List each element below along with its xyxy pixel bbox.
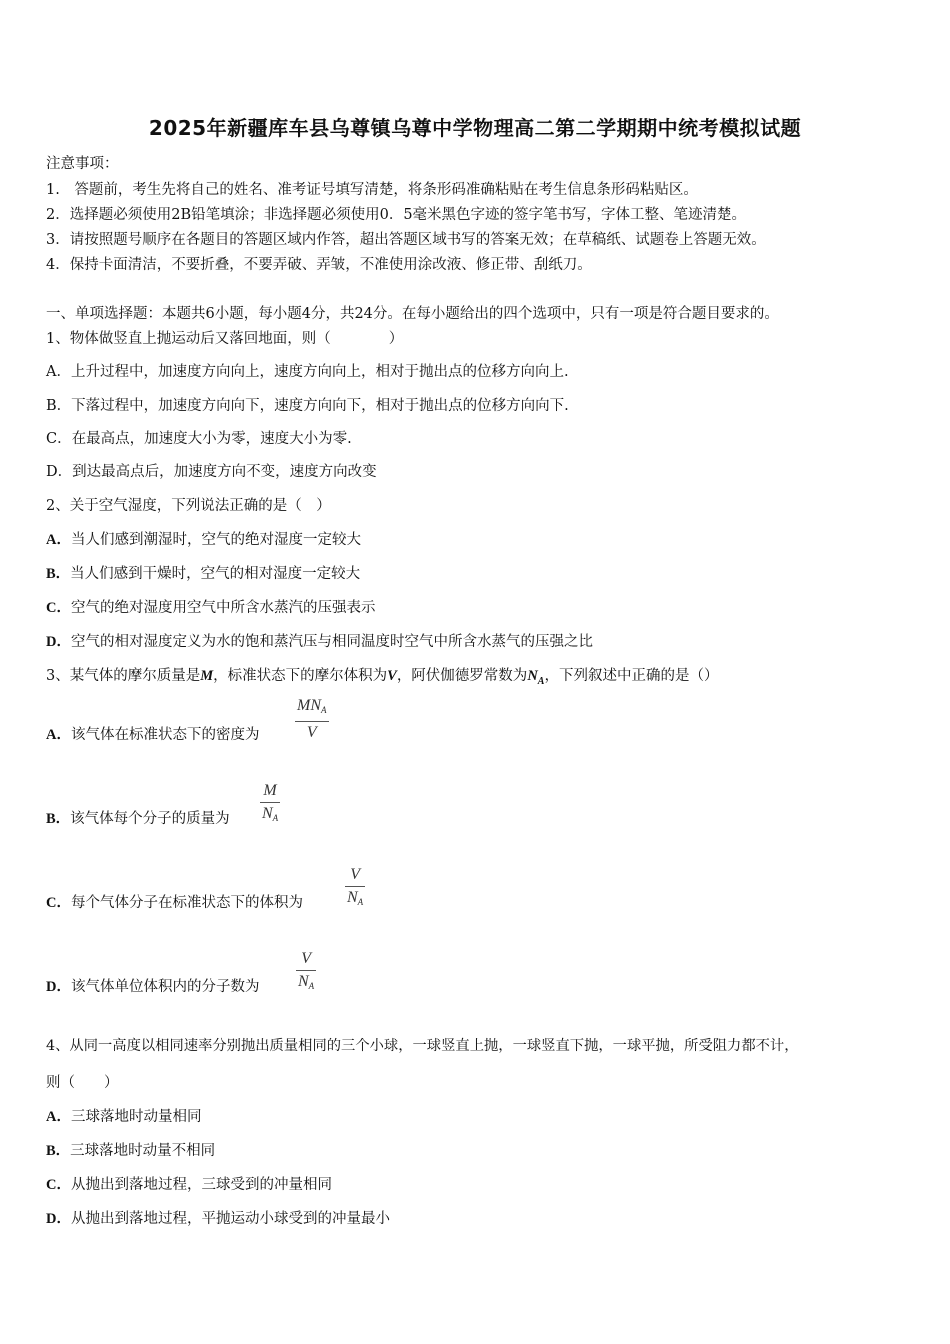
q2-option-a-label: A． (46, 532, 71, 548)
q4-option-d-label: D． (46, 1211, 71, 1227)
q3-var-v: V (387, 668, 397, 684)
q2-option-c (46, 596, 375, 617)
fraction-denominator (305, 722, 319, 743)
q3-option-d (46, 975, 259, 996)
q3-option-c (46, 891, 303, 912)
q4-stem-line-1: 4、从同一高度以相同速率分别抛出质量相同的三个小球，一球竖直上抛，一球竖直下抛，一球平抛，所受阻力都不计， (46, 1038, 799, 1054)
q3-stem-part-a: 3、某气体的摩尔质量是 (46, 668, 201, 684)
notice-item-3: 3．请按照题号顺序在各题目的答题区域内作答，超出答题区域书写的答案无效；在草稿纸、试题卷上答题无效。 (46, 232, 766, 248)
q3-stem-part-c: ，阿伏伽德罗常数为 (396, 668, 528, 684)
q4-option-d-text: 从抛出到落地过程，平抛运动小球受到的冲量最小 (70, 1211, 390, 1227)
q4-stem-line-2: 则（ ） (46, 1075, 119, 1091)
q4-option-c-label: C． (46, 1177, 71, 1193)
fraction-denominator-sub: A (272, 813, 279, 823)
q3-var-n-sub: A (537, 675, 545, 687)
q1-option-b: B．下落过程中，加速度方向向下，速度方向向下，相对于抛出点的位移方向向下. (46, 398, 569, 414)
exam-title: 2025年新疆库车县乌尊镇乌尊中学物理高二第二学期期中统考模拟试题 (148, 116, 802, 140)
fraction-numerator-text: M (263, 782, 277, 799)
q3-stem (46, 664, 718, 687)
q3-option-b-label: B． (46, 811, 71, 827)
q3-option-d-label: D． (46, 979, 71, 995)
q2-option-a (46, 528, 361, 549)
q3-option-b-fraction (260, 781, 280, 828)
fraction-numerator (295, 696, 329, 721)
q3-option-b-text: 该气体每个分子的质量为 (70, 811, 230, 827)
q4-option-b-text: 三球落地时动量不相同 (70, 1143, 216, 1159)
q4-option-a-label: A． (46, 1109, 71, 1125)
q3-option-a-fraction (295, 696, 329, 743)
q4-option-c (46, 1173, 332, 1194)
q2-option-c-text: 空气的绝对湿度用空气中所含水蒸汽的压强表示 (70, 600, 376, 616)
q3-option-b (46, 807, 230, 828)
notice-item-4: 4．保持卡面清洁，不要折叠，不要弄破、弄皱，不准使用涂改液、修正带、刮纸刀。 (46, 257, 592, 273)
fraction-numerator-sub: A (321, 705, 327, 715)
fraction-denominator-sub: A (308, 981, 315, 991)
fraction-denominator-text: N (262, 805, 273, 822)
q3-var-n: N (527, 668, 538, 684)
q2-option-a-text: 当人们感到潮湿时，空气的绝对湿度一定较大 (70, 532, 361, 548)
fraction-denominator (345, 887, 365, 912)
fraction-denominator (260, 803, 280, 828)
q3-option-c-text: 每个气体分子在标准状态下的体积为 (70, 895, 303, 911)
fraction-denominator (296, 971, 316, 996)
notice-heading: 注意事项： (46, 156, 119, 172)
q2-stem: 2、关于空气湿度，下列说法正确的是（ ） (46, 498, 331, 514)
fraction-numerator (348, 865, 362, 886)
q1-stem: 1、物体做竖直上抛运动后又落回地面，则（ ） (46, 331, 404, 347)
q3-var-m: M (200, 668, 214, 684)
fraction-denominator-text: N (298, 973, 309, 990)
notice-item-1: 1. 答题前，考生先将自己的姓名、准考证号填写清楚，将条形码准确粘贴在考生信息条形码粘贴区。 (46, 182, 698, 198)
fraction-numerator-text: V (301, 950, 311, 967)
fraction-denominator-text: V (306, 724, 317, 741)
section-heading: 一、单项选择题：本题共6小题，每小题4分，共24分。在每小题给出的四个选项中，只有一项是符合题目要求的。 (46, 306, 779, 322)
q1-option-a: A．上升过程中，加速度方向向上，速度方向向上，相对于抛出点的位移方向向上. (46, 364, 569, 380)
q1-option-d: D．到达最高点后，加速度方向不变，速度方向改变 (46, 464, 377, 480)
fraction-numerator-text: V (350, 866, 360, 883)
q4-option-c-text: 从抛出到落地过程，三球受到的冲量相同 (70, 1177, 332, 1193)
q3-option-a-text: 该气体在标准状态下的密度为 (70, 727, 260, 743)
q4-option-d (46, 1207, 390, 1228)
q3-option-a-label: A． (46, 727, 71, 743)
q3-stem-part-b: ，标准状态下的摩尔体积为 (213, 668, 388, 684)
q2-option-d-text: 空气的相对湿度定义为水的饱和蒸汽压与相同温度时空气中所含水蒸气的压强之比 (70, 634, 593, 650)
fraction-numerator (261, 781, 278, 802)
fraction-numerator (299, 949, 313, 970)
q1-option-c: C．在最高点，加速度大小为零，速度大小为零. (46, 431, 352, 447)
q3-option-d-fraction (296, 949, 316, 996)
q3-stem-part-d: ，下列叙述中正确的是（） (544, 668, 719, 684)
q3-option-c-label: C． (46, 895, 71, 911)
notice-item-2: 2．选择题必须使用2B铅笔填涂；非选择题必须使用0．5毫米黑色字迹的签字笔书写，字体工整、笔迹清楚。 (46, 207, 747, 223)
fraction-numerator-text: MN (297, 697, 321, 714)
q3-option-d-text: 该气体单位体积内的分子数为 (70, 979, 260, 995)
q4-option-a (46, 1105, 201, 1126)
q2-option-b (46, 562, 360, 583)
q4-option-b (46, 1139, 215, 1160)
q4-option-a-text: 三球落地时动量相同 (70, 1109, 202, 1125)
q2-option-d (46, 630, 593, 651)
q3-option-c-fraction (345, 865, 365, 912)
fraction-denominator-text: N (347, 889, 358, 906)
q2-option-c-label: C． (46, 600, 71, 616)
q2-option-b-label: B． (46, 566, 71, 582)
q3-option-a (46, 723, 259, 744)
q2-option-b-text: 当人们感到干燥时，空气的相对湿度一定较大 (70, 566, 361, 582)
q4-option-b-label: B． (46, 1143, 71, 1159)
fraction-denominator-sub: A (357, 897, 364, 907)
q2-option-d-label: D． (46, 634, 71, 650)
